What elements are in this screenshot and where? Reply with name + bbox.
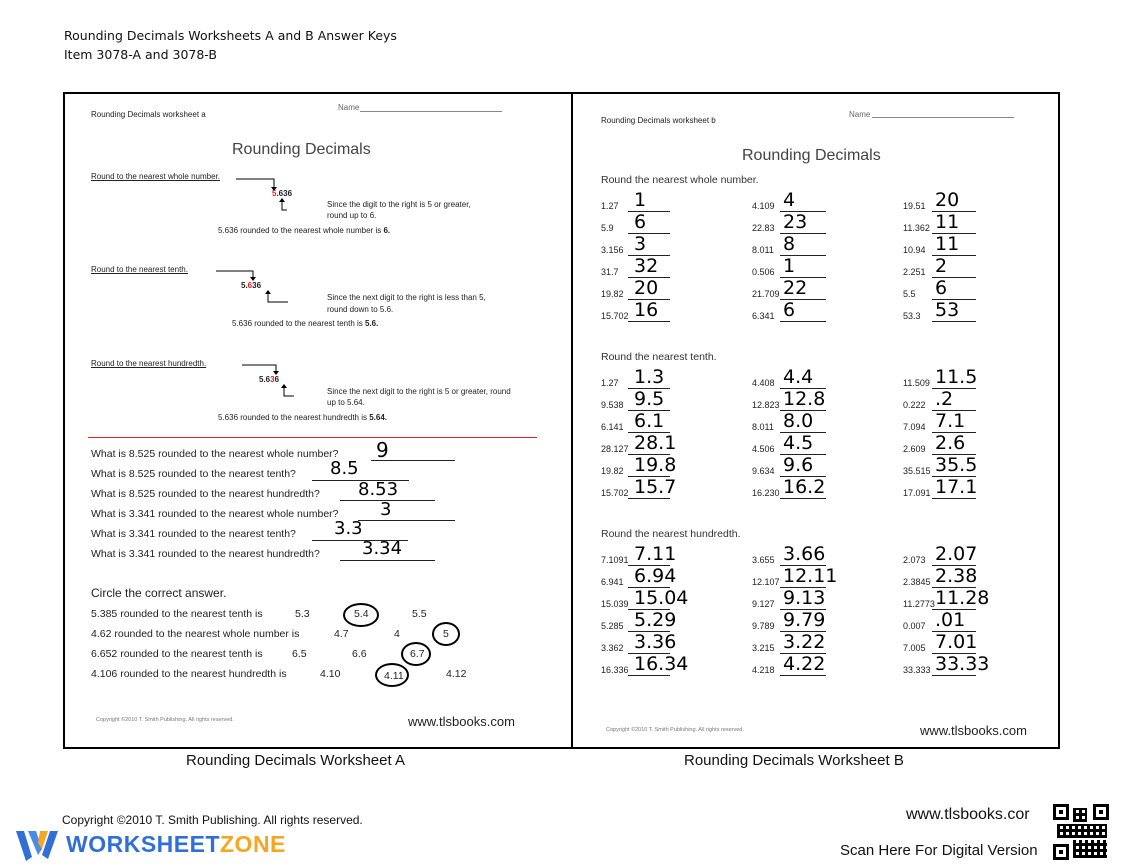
problem-number: 21.709 (752, 289, 780, 299)
problem-number: 5.5 (903, 289, 916, 299)
answer-handwritten: .01 (935, 609, 966, 631)
circle-question: 5.385 rounded to the nearest tenth is (91, 608, 263, 620)
problem-number: 15.702 (601, 311, 629, 321)
answer-line (340, 560, 435, 561)
circle-option: 4.12 (446, 668, 467, 680)
problem-number: 7.094 (903, 422, 926, 432)
answer-handwritten: 17.1 (935, 476, 978, 498)
answer-handwritten: 11.5 (935, 366, 978, 388)
problem-number: 2.609 (903, 444, 926, 454)
problem-number: 53.3 (903, 311, 921, 321)
qr-code-icon[interactable] (1053, 804, 1109, 860)
answer-handwritten: 22 (783, 277, 808, 299)
problem-number: 19.82 (601, 466, 624, 476)
circle-option: 4 (394, 628, 400, 640)
footer-site-link[interactable]: www.tlsbooks.cor (906, 806, 1030, 823)
answer-handwritten: 3.22 (783, 631, 826, 653)
answer-handwritten: 5.29 (634, 609, 677, 631)
problem-number: 1.27 (601, 378, 619, 388)
problem-number: 5.285 (601, 621, 624, 631)
circle-option: 6.5 (292, 648, 307, 660)
scan-label: Scan Here For Digital Version (840, 842, 1038, 859)
example-result: 5.636 rounded to the nearest tenth is 5.6. (232, 319, 379, 328)
circle-question: 4.62 rounded to the nearest whole number is (91, 628, 300, 640)
problem-number: 1.27 (601, 201, 619, 211)
answer-handwritten: 15.7 (634, 476, 677, 498)
example-number: 5.636 (259, 375, 280, 384)
answer-handwritten: 4 (783, 189, 796, 211)
problem-number: 3.156 (601, 245, 624, 255)
answer-handwritten: 3.66 (783, 543, 826, 565)
footer-copyright: Copyright ©2010 T. Smith Publishing. All rights reserved. (62, 813, 363, 827)
answer-handwritten: 33.33 (935, 653, 990, 675)
answer-handwritten: 11 (935, 233, 960, 255)
worksheet-divider (571, 92, 573, 749)
problem-number: 2.3845 (903, 577, 931, 587)
problem-number: 11.362 (903, 223, 930, 233)
answer-handwritten: 2 (935, 255, 948, 277)
answer-handwritten: 2.38 (935, 565, 978, 587)
problem-number: 0.007 (903, 621, 926, 631)
problem-number: 19.82 (601, 289, 624, 299)
doc-header-item: Item 3078-A and 3078-B (64, 47, 217, 62)
problem-number: 22.83 (752, 223, 775, 233)
answer-handwritten: 53 (935, 299, 960, 321)
answer-handwritten: 20 (935, 189, 960, 211)
answer-line (628, 498, 670, 499)
worksheetzone-brand[interactable]: WORKSHEETZONE (66, 831, 286, 857)
answer-circle (375, 663, 409, 687)
question-text: What is 3.341 rounded to the nearest hundredth? (91, 548, 320, 560)
section-heading: Round the nearest whole number. (601, 174, 759, 186)
answer-handwritten: 16.34 (634, 653, 689, 675)
sheet-b-site: www.tlsbooks.com (920, 723, 1027, 738)
circle-option: 5.5 (412, 608, 427, 620)
circle-option: 6.6 (352, 648, 367, 660)
problem-number: 5.9 (601, 223, 614, 233)
question-text: What is 8.525 rounded to the nearest hundredth? (91, 488, 320, 500)
problem-number: 6.941 (601, 577, 624, 587)
answer-handwritten: 3.36 (634, 631, 677, 653)
answer-line (932, 675, 976, 676)
answer-handwritten: 3.3 (334, 518, 363, 539)
sheet-b-title: Rounding Decimals (742, 147, 881, 164)
problem-number: 11.509 (903, 378, 930, 388)
sheet-b-copyright: Copyright ©2010 T. Smith Publishing. All rights reserved. (606, 727, 744, 733)
sheet-b-label: Rounding Decimals worksheet b (601, 116, 716, 125)
answer-line (780, 675, 826, 676)
answer-handwritten: 3 (380, 499, 392, 520)
answer-handwritten: 1.3 (634, 366, 665, 388)
answer-handwritten: 4.22 (783, 653, 826, 675)
answer-circle (401, 642, 431, 666)
problem-number: 12.823 (752, 400, 780, 410)
answer-handwritten: 2.07 (935, 543, 978, 565)
problem-number: 17.091 (903, 488, 931, 498)
name-line (360, 111, 502, 112)
answer-handwritten: 1 (634, 189, 647, 211)
answer-handwritten: 12.8 (783, 388, 826, 410)
answer-handwritten: 11 (935, 211, 960, 233)
answer-line (780, 321, 826, 322)
answer-handwritten: 15.04 (634, 587, 689, 609)
problem-number: 12.107 (752, 577, 780, 587)
example-number: 5.636 (272, 189, 293, 198)
answer-line (358, 520, 455, 521)
problem-number: 10.94 (903, 245, 926, 255)
problem-number: 33.333 (903, 665, 931, 675)
example-note: Since the digit to the right is 5 or greater, (327, 200, 471, 209)
example-note: Since the next digit to the right is 5 or greater, round (327, 387, 511, 396)
answer-handwritten: 8 (783, 233, 796, 255)
problem-number: 15.039 (601, 599, 629, 609)
problem-number: 7.005 (903, 643, 926, 653)
answer-line (628, 675, 670, 676)
answer-handwritten: 6.1 (634, 410, 665, 432)
circle-question: 4.106 rounded to the nearest hundredth is (91, 668, 287, 680)
caption-worksheet-a: Rounding Decimals Worksheet A (186, 752, 405, 769)
circle-question: 6.652 rounded to the nearest tenth is (91, 648, 263, 660)
example-note: up to 5.64. (327, 398, 365, 407)
answer-handwritten: 19.8 (634, 454, 677, 476)
answer-handwritten: 20 (634, 277, 659, 299)
sheet-b-name-label: Name (849, 110, 871, 119)
answer-handwritten: 9.13 (783, 587, 826, 609)
problem-number: 9.538 (601, 400, 624, 410)
answer-handwritten: 6 (935, 277, 948, 299)
answer-handwritten: 23 (783, 211, 808, 233)
question-text: What is 3.341 rounded to the nearest whole number? (91, 508, 339, 520)
section-heading: Round the nearest hundredth. (601, 528, 741, 540)
answer-handwritten: 8.5 (330, 458, 359, 479)
example-heading: Round to the nearest tenth. (91, 265, 188, 274)
problem-number: 2.073 (903, 555, 926, 565)
circle-option: 5.4 (354, 608, 369, 620)
circle-option: 5.3 (295, 608, 310, 620)
problem-number: 8.011 (752, 422, 774, 432)
example-heading: Round to the nearest whole number. (91, 172, 220, 181)
problem-number: 16.230 (752, 488, 780, 498)
sheet-a-name-label: Name (338, 103, 360, 112)
problem-number: 9.789 (752, 621, 775, 631)
question-text: What is 3.341 rounded to the nearest tenth? (91, 528, 296, 540)
answer-circle (343, 603, 379, 627)
doc-header-title: Rounding Decimals Worksheets A and B Answer Keys (64, 28, 397, 43)
answer-circle (432, 622, 460, 646)
problem-number: 9.634 (752, 466, 775, 476)
circle-option: 4.10 (320, 668, 341, 680)
answer-handwritten: 32 (634, 255, 659, 277)
problem-number: 28.127 (601, 444, 629, 454)
answer-line (932, 498, 976, 499)
answer-handwritten: 4.4 (783, 366, 814, 388)
problem-number: 15.702 (601, 488, 629, 498)
answer-handwritten: 16 (634, 299, 659, 321)
example-heading: Round to the nearest hundredth. (91, 359, 207, 368)
answer-handwritten: 9.6 (783, 454, 814, 476)
caption-worksheet-b: Rounding Decimals Worksheet B (684, 752, 904, 769)
problem-number: 3.655 (752, 555, 775, 565)
answer-line (628, 321, 670, 322)
answer-handwritten: 12.11 (783, 565, 838, 587)
circle-option: 4.7 (334, 628, 349, 640)
name-line (872, 117, 1014, 118)
problem-number: 0.222 (903, 400, 926, 410)
answer-handwritten: 7.01 (935, 631, 978, 653)
problem-number: 16.336 (601, 665, 629, 675)
problem-number: 31.7 (601, 267, 619, 277)
answer-handwritten: 3 (634, 233, 647, 255)
question-text: What is 8.525 rounded to the nearest whole number? (91, 448, 339, 460)
problem-number: 3.362 (601, 643, 624, 653)
problem-number: 4.506 (752, 444, 775, 454)
problem-number: 6.141 (601, 422, 624, 432)
example-number: 5.636 (241, 281, 262, 290)
problem-number: 4.218 (752, 665, 775, 675)
circle-option: 6.7 (410, 648, 425, 660)
answer-handwritten: 9 (376, 438, 389, 462)
example-note: round up to 6. (327, 211, 377, 220)
answer-line (780, 498, 826, 499)
sheet-a-title: Rounding Decimals (232, 141, 371, 158)
problem-number: 7.1091 (601, 555, 629, 565)
problem-number: 6.341 (752, 311, 775, 321)
problem-number: 0.506 (752, 267, 775, 277)
answer-handwritten: 8.0 (783, 410, 814, 432)
answer-handwritten: 9.79 (783, 609, 826, 631)
circle-option: 4.11 (384, 670, 404, 682)
example-result: 5.636 rounded to the nearest hundredth is 5.64. (218, 413, 388, 422)
circle-heading: Circle the correct answer. (91, 586, 227, 600)
answer-handwritten: 35.5 (935, 454, 978, 476)
example-note: Since the next digit to the right is less than 5, (327, 293, 486, 302)
answer-handwritten: 6 (634, 211, 647, 233)
answer-handwritten: 9.5 (634, 388, 665, 410)
example-result: 5.636 rounded to the nearest whole number is 6. (218, 226, 391, 235)
section-heading: Round the nearest tenth. (601, 351, 717, 363)
answer-handwritten: 1 (783, 255, 796, 277)
answer-handwritten: 16.2 (783, 476, 826, 498)
problem-number: 3.215 (752, 643, 775, 653)
answer-handwritten: .2 (935, 388, 954, 410)
answer-handwritten: 8.53 (358, 479, 399, 500)
worksheetzone-logo-icon (14, 827, 62, 863)
example-note: round down to 5.6. (327, 305, 394, 314)
answer-handwritten: 2.6 (935, 432, 966, 454)
answer-handwritten: 3.34 (362, 538, 403, 559)
problem-number: 4.408 (752, 378, 775, 388)
answer-handwritten: 6 (783, 299, 796, 321)
section-divider (88, 437, 537, 438)
answer-handwritten: 7.1 (935, 410, 966, 432)
problem-number: 4.109 (752, 201, 775, 211)
problem-number: 35.515 (903, 466, 931, 476)
circle-option: 5 (443, 628, 449, 640)
sheet-a-site: www.tlsbooks.com (408, 714, 515, 729)
problem-number: 8.011 (752, 245, 774, 255)
sheet-a-label: Rounding Decimals worksheet a (91, 110, 206, 119)
answer-handwritten: 11.28 (935, 587, 990, 609)
answer-handwritten: 4.5 (783, 432, 814, 454)
problem-number: 19.51 (903, 201, 926, 211)
problem-number: 9.127 (752, 599, 775, 609)
answer-handwritten: 28.1 (634, 432, 677, 454)
sheet-a-copyright: Copyright ©2010 T. Smith Publishing. All rights reserved. (96, 717, 234, 723)
answer-line (932, 321, 976, 322)
problem-number: 11.2773 (903, 599, 935, 609)
answer-handwritten: 7.11 (634, 543, 677, 565)
problem-number: 2.251 (903, 267, 926, 277)
answer-handwritten: 6.94 (634, 565, 677, 587)
question-text: What is 8.525 rounded to the nearest tenth? (91, 468, 296, 480)
